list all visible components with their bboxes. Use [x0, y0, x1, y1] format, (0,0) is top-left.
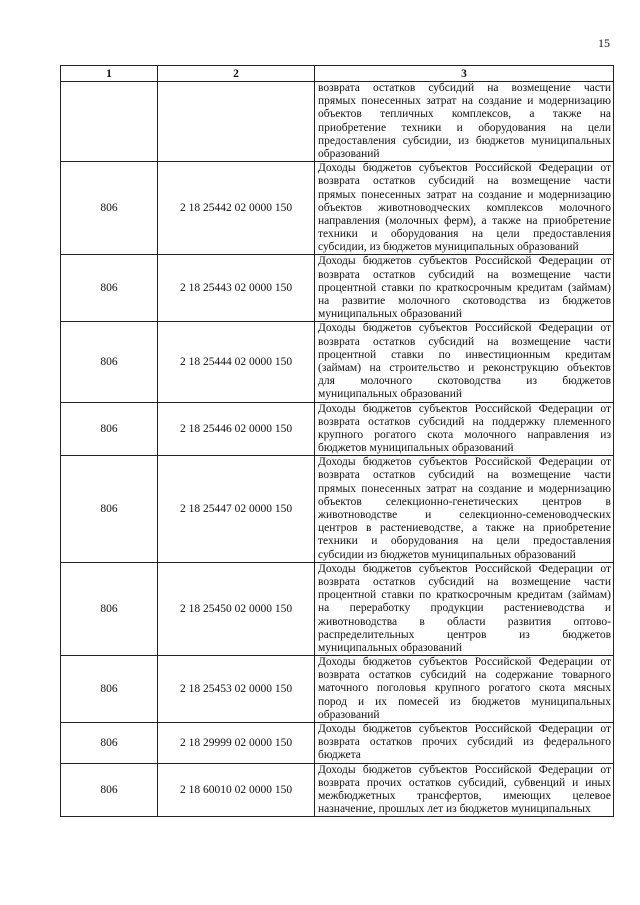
- description-line: Доходы бюджетов субъектов Российской Федерации от: [318, 656, 611, 669]
- description-line: процентной ставки по инвестиционным кредитам: [318, 348, 611, 361]
- revenue-description-cell: [315, 322, 614, 402]
- description-line: возврата остатков прочих субсидий из федерального: [318, 736, 611, 749]
- description-line: процентной ставки по краткосрочным кредитам (займам): [318, 281, 611, 294]
- table-row: [61, 562, 614, 655]
- admin-code-cell: 806: [61, 723, 158, 764]
- revenue-description-cell: [315, 82, 614, 162]
- budget-classification-code-cell: 2 18 25447 02 0000 150: [158, 456, 315, 563]
- admin-code-cell: 806: [61, 763, 158, 817]
- table-row: [61, 656, 614, 723]
- description-line: образований: [318, 147, 380, 160]
- description-line: центров в растениеводстве, а также на приобретение: [318, 522, 611, 535]
- description-line: крупного рогатого скота молочного направления из: [318, 428, 611, 441]
- description-line: животноводстве и селекционно-семеноводческих: [318, 509, 611, 521]
- budget-classification-code-cell: 2 18 25443 02 0000 150: [158, 255, 315, 322]
- description-line: возврата остатков субсидий на возмещение части: [318, 469, 611, 482]
- description-line: возврата остатков субсидий на возмещение части: [318, 575, 611, 588]
- column-header-1: 1: [61, 66, 158, 82]
- description-line: прямых понесенных затрат на создание и модернизацию: [318, 188, 611, 201]
- description-line: муниципальных образований: [318, 388, 463, 401]
- description-line: животноводства в области развития оптово-: [318, 615, 611, 628]
- budget-classification-code-cell: 2 18 25442 02 0000 150: [158, 162, 315, 255]
- description-line: возврата остатков субсидий на возмещение части: [318, 175, 611, 188]
- column-header-3: 3: [315, 66, 614, 82]
- admin-code-cell: 806: [61, 322, 158, 402]
- description-line: образований: [318, 708, 380, 721]
- table-row: [61, 723, 614, 764]
- table-body: [61, 82, 614, 817]
- description-line: возврата остатков субсидий на возмещение части: [318, 335, 611, 348]
- table-row: [61, 162, 614, 255]
- description-line: бюджета: [318, 749, 361, 762]
- revenue-description-cell: [315, 763, 614, 817]
- admin-code-cell: 806: [61, 402, 158, 456]
- description-line: распределительных центров из бюджетов: [318, 628, 611, 641]
- description-line: возврата остатков субсидий на содержание товарного: [318, 669, 611, 682]
- budget-classification-code-cell: 2 18 25450 02 0000 150: [158, 562, 315, 655]
- budget-classification-code-cell: 2 18 25446 02 0000 150: [158, 402, 315, 456]
- description-line: процентной ставки по краткосрочным кредитам (займам): [318, 589, 611, 602]
- revenue-description-cell: [315, 255, 614, 322]
- table-row: [61, 255, 614, 322]
- revenue-description-cell: [315, 562, 614, 655]
- description-line: Доходы бюджетов субъектов Российской Федерации от: [318, 562, 611, 575]
- revenue-codes-table: [60, 65, 614, 817]
- admin-code-cell: 806: [61, 656, 158, 723]
- admin-code-cell: 806: [61, 255, 158, 322]
- budget-classification-code-cell: 2 18 25444 02 0000 150: [158, 322, 315, 402]
- description-line: Доходы бюджетов субъектов Российской Федерации от: [318, 456, 611, 469]
- description-line: межбюджетных трансфертов, имеющих целевое: [318, 789, 611, 802]
- budget-classification-code-cell: 2 18 25453 02 0000 150: [158, 656, 315, 723]
- page-number: 15: [598, 36, 610, 50]
- revenue-description-cell: [315, 402, 614, 456]
- budget-classification-code-cell: [158, 82, 315, 162]
- description-line: на развитие молочного скотоводства из бюджетов: [318, 295, 611, 307]
- description-line: возврата остатков субсидий на возмещение части: [318, 82, 611, 94]
- description-line: направления (молочных ферм), а также на приобретение: [318, 214, 611, 227]
- description-line: прямых понесенных затрат на создание и модернизацию: [318, 482, 611, 495]
- description-line: техники и оборудования на цели предоставления: [318, 228, 611, 241]
- table-row: [61, 456, 614, 563]
- description-line: Доходы бюджетов субъектов Российской Федерации от: [318, 255, 611, 268]
- description-line: пород и их помесей из бюджетов муниципальных: [318, 695, 611, 708]
- description-line: маточного поголовья крупного рогатого скота мясных: [318, 682, 611, 695]
- description-line: объектов животноводческих комплексов молочного: [318, 201, 611, 214]
- description-line: объектов селекционно-генетических центров в: [318, 495, 611, 508]
- description-line: Доходы бюджетов субъектов Российской Федерации от: [318, 402, 611, 415]
- description-line: Доходы бюджетов субъектов Российской Федерации от: [318, 723, 611, 735]
- description-line: возврата остатков субсидий на поддержку племенного: [318, 415, 611, 428]
- description-line: Доходы бюджетов субъектов Российской Федерации от: [318, 763, 611, 776]
- description-line: техники и оборудования на цели предоставления: [318, 535, 611, 548]
- budget-classification-code-cell: 2 18 60010 02 0000 150: [158, 763, 315, 817]
- description-line: прямых понесенных затрат на создание и модернизацию: [318, 95, 611, 108]
- description-line: муниципальных образований: [318, 308, 463, 321]
- revenue-description-cell: [315, 456, 614, 563]
- revenue-description-cell: [315, 162, 614, 255]
- description-line: объектов тепличных комплексов, а также на: [318, 108, 611, 121]
- description-line: Доходы бюджетов субъектов Российской Федерации от: [318, 162, 611, 175]
- description-line: возврата прочих остатков субсидий, субвенций и иных: [318, 776, 611, 789]
- description-line: на переработку продукции растениеводства и: [318, 602, 611, 615]
- description-line: субсидии, из бюджетов муниципальных образований: [318, 241, 579, 254]
- description-line: муниципальных образований: [318, 641, 463, 654]
- table-row: [61, 82, 614, 162]
- description-line: Доходы бюджетов субъектов Российской Федерации от: [318, 322, 611, 335]
- admin-code-cell: [61, 82, 158, 162]
- budget-classification-code-cell: 2 18 29999 02 0000 150: [158, 723, 315, 764]
- description-line: субсидии из бюджетов муниципальных образований: [318, 548, 576, 561]
- description-line: бюджетов муниципальных образований: [318, 442, 514, 455]
- table-row: [61, 322, 614, 402]
- description-line: (займам) на строительство и реконструкцию объектов: [318, 361, 611, 374]
- table-row: [61, 402, 614, 456]
- admin-code-cell: 806: [61, 562, 158, 655]
- admin-code-cell: 806: [61, 162, 158, 255]
- description-line: для молочного скотоводства из бюджетов: [318, 375, 611, 388]
- header-row: [61, 66, 614, 82]
- column-header-2: 2: [158, 66, 315, 82]
- description-line: предоставления субсидии, из бюджетов муниципальных: [318, 134, 611, 147]
- admin-code-cell: 806: [61, 456, 158, 563]
- revenue-description-cell: [315, 723, 614, 764]
- description-line: возврата остатков субсидий на возмещение части: [318, 268, 611, 281]
- description-line: назначение, прошлых лет из бюджетов муниципальных: [318, 803, 591, 816]
- table-row: [61, 763, 614, 817]
- description-line: приобретение техники и оборудования на цели: [318, 121, 611, 134]
- revenue-description-cell: [315, 656, 614, 723]
